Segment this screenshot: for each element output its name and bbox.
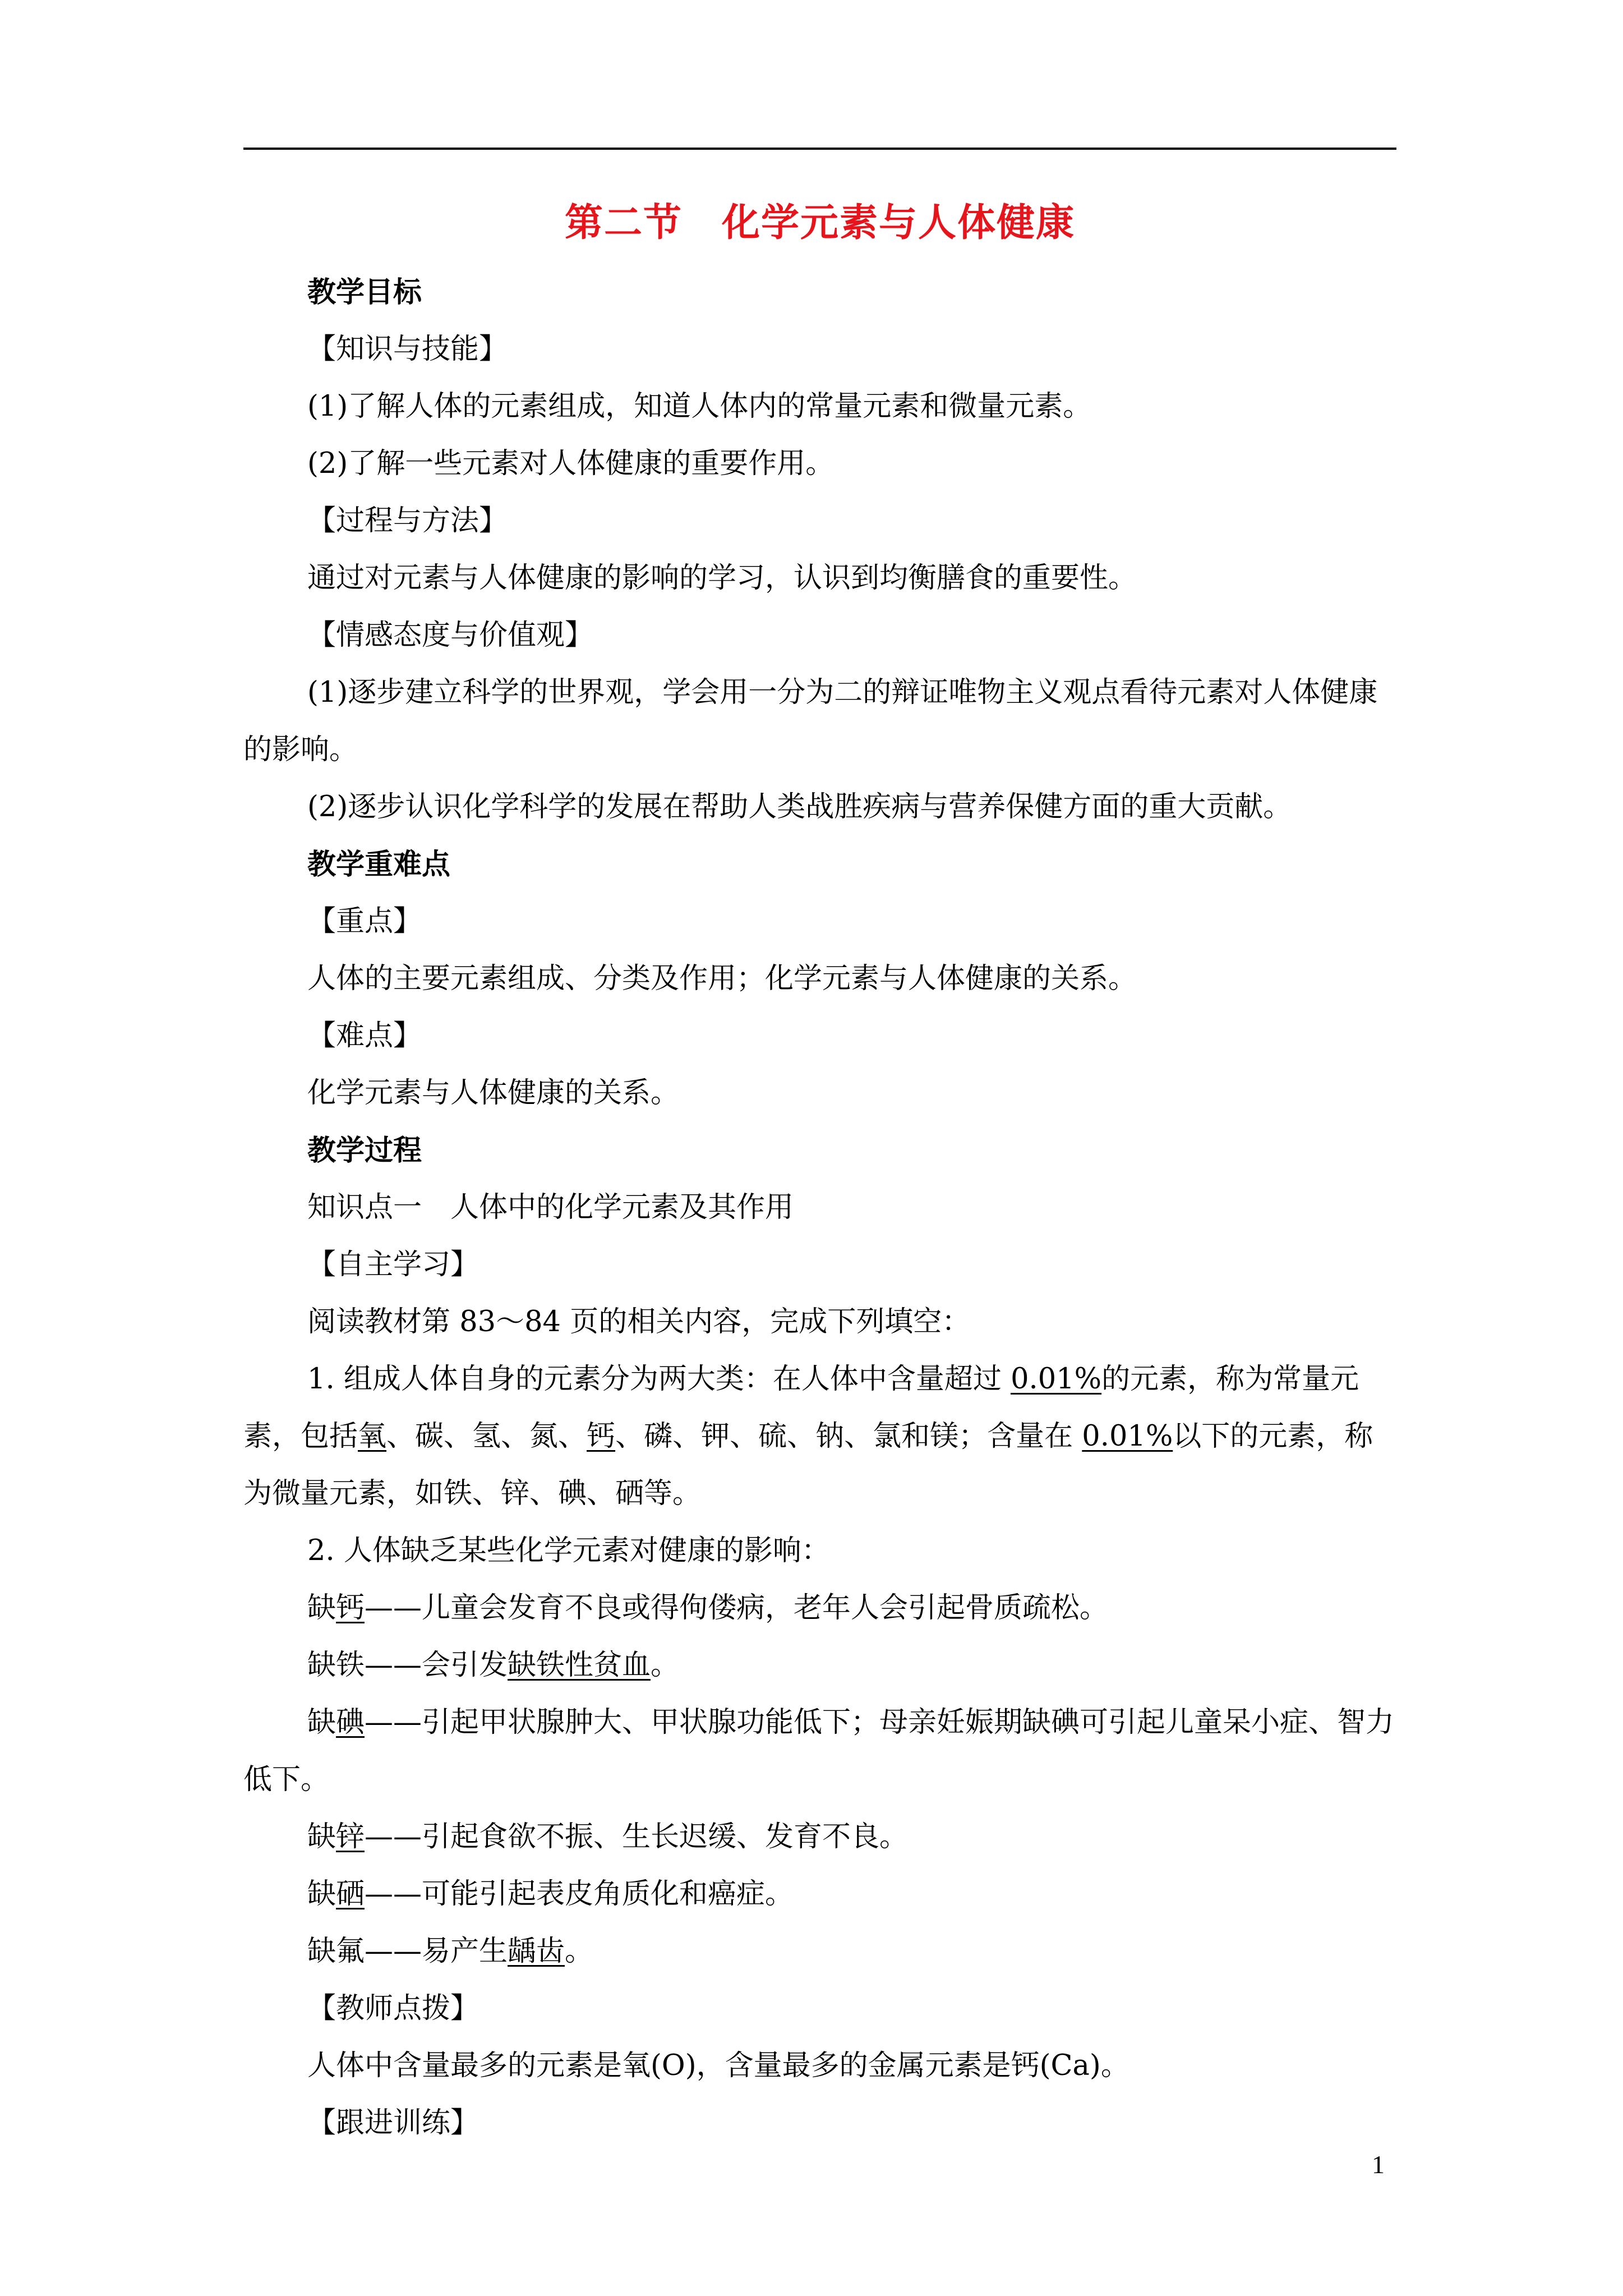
answer-blank: 钙 — [336, 1591, 365, 1625]
knowledge-heading: 【知识与技能】 — [307, 333, 508, 366]
iron-deficiency: 缺铁——会引发缺铁性贫血。 — [307, 1649, 680, 1682]
answer-blank: 钙 — [587, 1420, 616, 1453]
answer-blank: 0.01% — [1011, 1363, 1102, 1396]
teacher-tips-text: 人体中含量最多的元素是氧(O)，含量最多的金属元素是钙(Ca)。 — [307, 2049, 1129, 2082]
answer-blank: 0.01% — [1082, 1420, 1173, 1453]
calcium-deficiency: 缺钙——儿童会发育不良或得佝偻病，老年人会引起骨质疏松。 — [307, 1591, 1109, 1625]
process-item-1: 通过对元素与人体健康的影响的学习，认识到均衡膳食的重要性。 — [307, 562, 1137, 595]
emotion-item-2: (2)逐步认识化学科学的发展在帮助人类战胜疾病与营养保健方面的重大贡献。 — [307, 790, 1292, 823]
answer-blank: 龋齿 — [508, 1935, 565, 1968]
knowledge-item-1: (1)了解人体的元素组成，知道人体内的常量元素和微量元素。 — [307, 390, 1092, 423]
iodine-deficiency: 缺碘——引起甲状腺肿大、甲状腺功能低下；母亲妊娠期缺碘可引起儿童呆小症、智力低下。 — [243, 1706, 1395, 1796]
answer-blank: 缺铁性贫血 — [508, 1649, 651, 1682]
focus-text: 人体的主要元素组成、分类及作用；化学元素与人体健康的关系。 — [307, 962, 1137, 995]
document-body — [243, 264, 1396, 2152]
knowledge-point-1: 知识点一 人体中的化学元素及其作用 — [307, 1191, 794, 1224]
page-title: 第二节 化学元素与人体健康 — [564, 200, 1075, 245]
teacher-tips-heading: 【教师点拨】 — [307, 1992, 479, 2025]
zinc-deficiency: 缺锌——引起食欲不振、生长迟缓、发育不良。 — [307, 1820, 909, 1853]
self-study-intro: 阅读教材第 83～84 页的相关内容，完成下列填空： — [307, 1305, 971, 1338]
answer-blank: 碘 — [336, 1706, 365, 1739]
answer-blank: 氧 — [358, 1420, 387, 1453]
page-number: 1 — [1372, 2150, 1385, 2179]
emotion-heading: 【情感态度与价值观】 — [307, 619, 594, 652]
self-study-heading: 【自主学习】 — [307, 1248, 479, 1281]
deficiency-intro: 2. 人体缺乏某些化学元素对健康的影响： — [307, 1534, 830, 1567]
selenium-deficiency: 缺硒——可能引起表皮角质化和癌症。 — [307, 1878, 794, 1911]
emotion-item-1: (1)逐步建立科学的世界观，学会用一分为二的辩证唯物主义观点看待元素对人体健康的影响。 — [243, 676, 1378, 766]
difficulty-heading: 【难点】 — [307, 1019, 422, 1052]
difficulty-text: 化学元素与人体健康的关系。 — [307, 1076, 680, 1110]
element-classification-paragraph: 1. 组成人体自身的元素分为两大类：在人体中含量超过 0.01%的元素，称为常量元素，包括氧、碳、氢、氮、钙、磷、钾、硫、钠、氯和镁；含量在 0.01%以下的元素，称为微量元素，如铁、锌、碘、硒等。 — [243, 1363, 1373, 1510]
focus-heading: 【重点】 — [307, 905, 422, 938]
answer-blank: 硒 — [336, 1878, 365, 1911]
answer-blank: 锌 — [336, 1820, 365, 1853]
process-heading: 【过程与方法】 — [307, 504, 508, 537]
goals-heading: 教学目标 — [307, 275, 422, 309]
header-rule — [243, 148, 1396, 150]
key-points-heading: 教学重难点 — [307, 848, 451, 881]
teaching-process-heading: 教学过程 — [307, 1134, 422, 1167]
fluorine-deficiency: 缺氟——易产生龋齿。 — [307, 1935, 594, 1968]
practice-heading: 【跟进训练】 — [307, 2106, 479, 2139]
knowledge-item-2: (2)了解一些元素对人体健康的重要作用。 — [307, 447, 834, 480]
